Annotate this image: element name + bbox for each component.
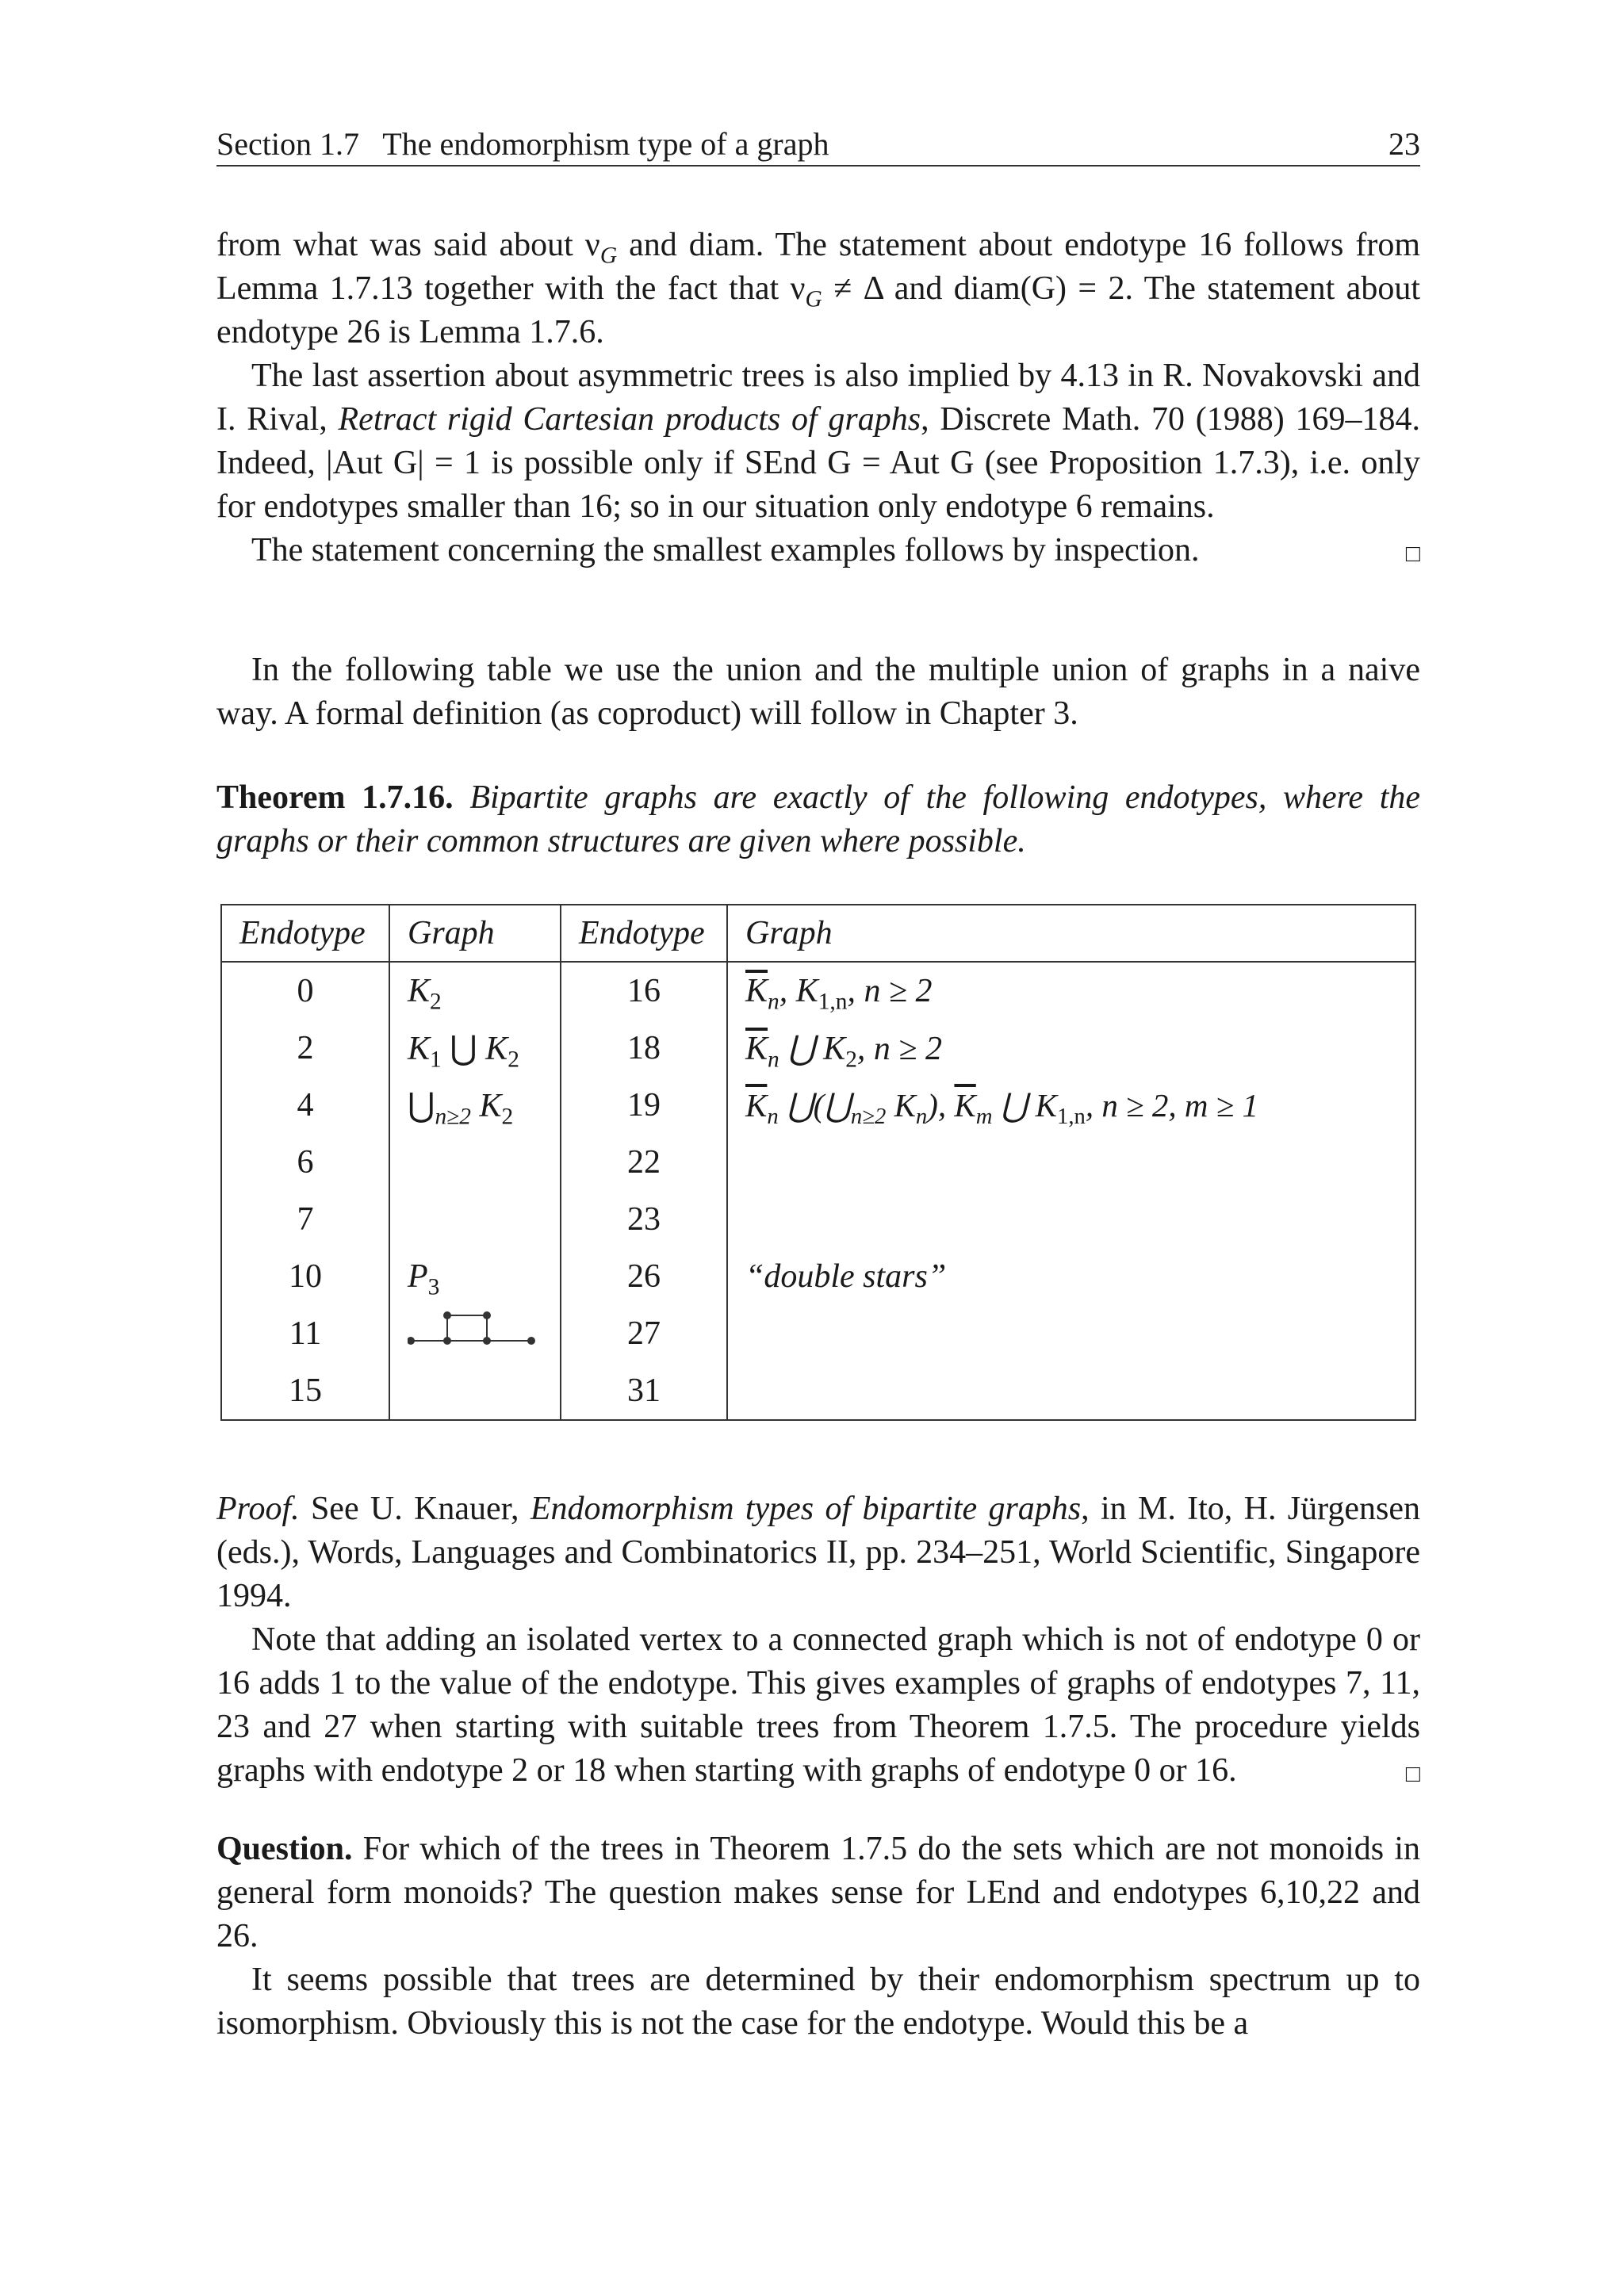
note-text: Note that adding an isolated vertex to a connected graph which is not of endotype 0 or 16 adds 1 to the value of the endotype. This gives examples of graphs of endotypes 7, 11, 23 and 27 when starting with suitable trees from Theorem 1.7.5. The procedure yields graphs with endotype 2 or 18 when starting with graphs of endotype 0 or 16. xyxy=(216,1621,1420,1789)
graph-cell: $\overline{K}_n$, $K_{1,n}$, n ≥ 2 xyxy=(727,962,1415,1020)
col-header-graph: Graph xyxy=(389,905,561,962)
graph-cell: $\overline{K}_n$ $⋃(⋃_{n\ge 2}$ $K_n$), $\overline{K}_m$ ⋃ $K_{1,n}$, n ≥ 2, m ≥ 1 xyxy=(727,1077,1415,1134)
qed-symbol: □ xyxy=(1405,541,1420,567)
graph-cell xyxy=(727,1191,1415,1248)
endotype-cell: 6 xyxy=(221,1134,389,1191)
table-header-row xyxy=(221,905,1415,962)
endotype-cell: 27 xyxy=(561,1305,727,1362)
qed-symbol: □ xyxy=(1405,1761,1420,1787)
p1-sub1: G xyxy=(599,243,618,269)
endotype-cell: 10 xyxy=(221,1248,389,1305)
theorem-block xyxy=(216,776,1420,863)
graph-cell: “double stars” xyxy=(727,1248,1415,1305)
proof-cited-title: Endomorphism types of bipartite graphs xyxy=(530,1491,1082,1527)
paragraph-2 xyxy=(216,354,1420,529)
endotype-cell: 18 xyxy=(561,1020,727,1077)
p1-part3: ≠ Δ and diam(G) = 2. The statement about endotype 26 is Lemma 1.7.6. xyxy=(216,270,1420,350)
text-block-proof xyxy=(216,1487,1420,1796)
endotype-cell: 0 xyxy=(221,962,389,1020)
graph-cell: $\overline{K}_n$ ⋃ $K_2$, n ≥ 2 xyxy=(727,1020,1415,1077)
endotype-cell: 26 xyxy=(561,1248,727,1305)
endotype-cell: 22 xyxy=(561,1134,727,1191)
last-paragraph: It seems possible that trees are determined by their endomorphism spectrum up to isomorphism. Obviously this is not the case for the endotype. Would this be a xyxy=(216,1962,1420,2042)
endotype-cell: 2 xyxy=(221,1020,389,1077)
p1-sub2: G xyxy=(805,286,822,312)
endotype-cell: 15 xyxy=(221,1362,389,1420)
endotype-cell: 11 xyxy=(221,1305,389,1362)
table-row xyxy=(221,1077,1415,1134)
endotype-cell: 4 xyxy=(221,1077,389,1134)
theorem-label: Theorem 1.7.16. xyxy=(216,779,454,816)
graph-cell: $P_3$ xyxy=(389,1248,561,1305)
graph-cell xyxy=(389,1305,561,1362)
proof-part1: See U. Knauer, xyxy=(299,1491,530,1527)
graph-cell xyxy=(727,1362,1415,1420)
col-header-graph-2: Graph xyxy=(727,905,1415,962)
p2-part2: , Discrete Math. 70 (1988) 169–184. Indeed, |Aut G| = 1 is possible only if SEnd G = Aut G (see Proposition 1.7.3), i.e. only for endotypes smaller than 16; so in our situation only endotype 6 remains. xyxy=(216,401,1420,525)
graph-cell xyxy=(389,1134,561,1191)
question-paragraph xyxy=(216,1828,1420,1958)
endotype-cell: 23 xyxy=(561,1191,727,1248)
question-text: For which of the trees in Theorem 1.7.5 do the sets which are not monoids in general form monoids? The question makes sense for LEnd and endotypes 6,10,22 and 26. xyxy=(216,1831,1420,1954)
graph-cell xyxy=(389,1191,561,1248)
endotype-table xyxy=(220,904,1416,1421)
table-row xyxy=(221,1248,1415,1305)
endotype-cell: 7 xyxy=(221,1191,389,1248)
paragraph-1 xyxy=(216,224,1420,354)
p2-cited-title: Retract rigid Cartesian products of graphs xyxy=(338,401,921,438)
graph-cell: $⋃_{n\ge 2}$ $K_2$ xyxy=(389,1077,561,1134)
table-row xyxy=(221,1134,1415,1191)
theorem-1-7-16 xyxy=(216,776,1420,863)
tree-graph-drawing xyxy=(408,1306,542,1353)
endotype-cell: 19 xyxy=(561,1077,727,1134)
text-block-union xyxy=(216,649,1420,736)
p3-text: The statement concerning the smallest examples follows by inspection. xyxy=(251,532,1200,568)
proof-label: Proof. xyxy=(216,1491,300,1527)
graph-cell xyxy=(727,1305,1415,1362)
paragraph-4: In the following table we use the union and the multiple union of graphs in a naive way. A formal definition (as coproduct) will follow in Chapter 3. xyxy=(216,652,1420,732)
table-row xyxy=(221,1305,1415,1362)
proof-part2: , in M. Ito, H. Jürgensen (eds.), Words, Languages and Combinatorics II, pp. 234–251, World Scientific, Singapore 1994. xyxy=(216,1491,1420,1614)
graph-cell xyxy=(727,1134,1415,1191)
paragraph-3 xyxy=(216,529,1420,572)
p2-part1: The last assertion about asymmetric trees is also implied by 4.13 in R. Novakovski and I. Rival, xyxy=(216,358,1420,438)
book-page xyxy=(216,0,1420,2293)
table-row xyxy=(221,1020,1415,1077)
col-header-endotype-2: Endotype xyxy=(561,905,727,962)
graph-cell xyxy=(389,1362,561,1420)
endotype-cell: 31 xyxy=(561,1362,727,1420)
table-row xyxy=(221,962,1415,1020)
table-row xyxy=(221,1191,1415,1248)
table-row xyxy=(221,1362,1415,1420)
proof-paragraph xyxy=(216,1487,1420,1618)
note-paragraph xyxy=(216,1618,1420,1793)
p1-part2: and diam. The statement about endotype 16 follows from Lemma 1.7.13 together with the fact that ν xyxy=(216,227,1420,307)
col-header-endotype: Endotype xyxy=(221,905,389,962)
graph-cell: $K_2$ xyxy=(389,962,561,1020)
theorem-text: Bipartite graphs are exactly of the following endotypes, where the graphs or their common structures are given where possible. xyxy=(216,779,1421,859)
p1-part1: from what was said about ν xyxy=(216,227,600,263)
running-header xyxy=(216,117,1420,167)
page-number: 23 xyxy=(1388,126,1420,162)
question-label: Question. xyxy=(216,1831,353,1867)
section-title: Section 1.7 The endomorphism type of a graph xyxy=(216,126,829,162)
graph-cell: $K_1$ ⋃ $K_2$ xyxy=(389,1020,561,1077)
endotype-cell: 16 xyxy=(561,962,727,1020)
text-block-question xyxy=(216,1828,1420,2046)
text-block-top xyxy=(216,224,1420,576)
